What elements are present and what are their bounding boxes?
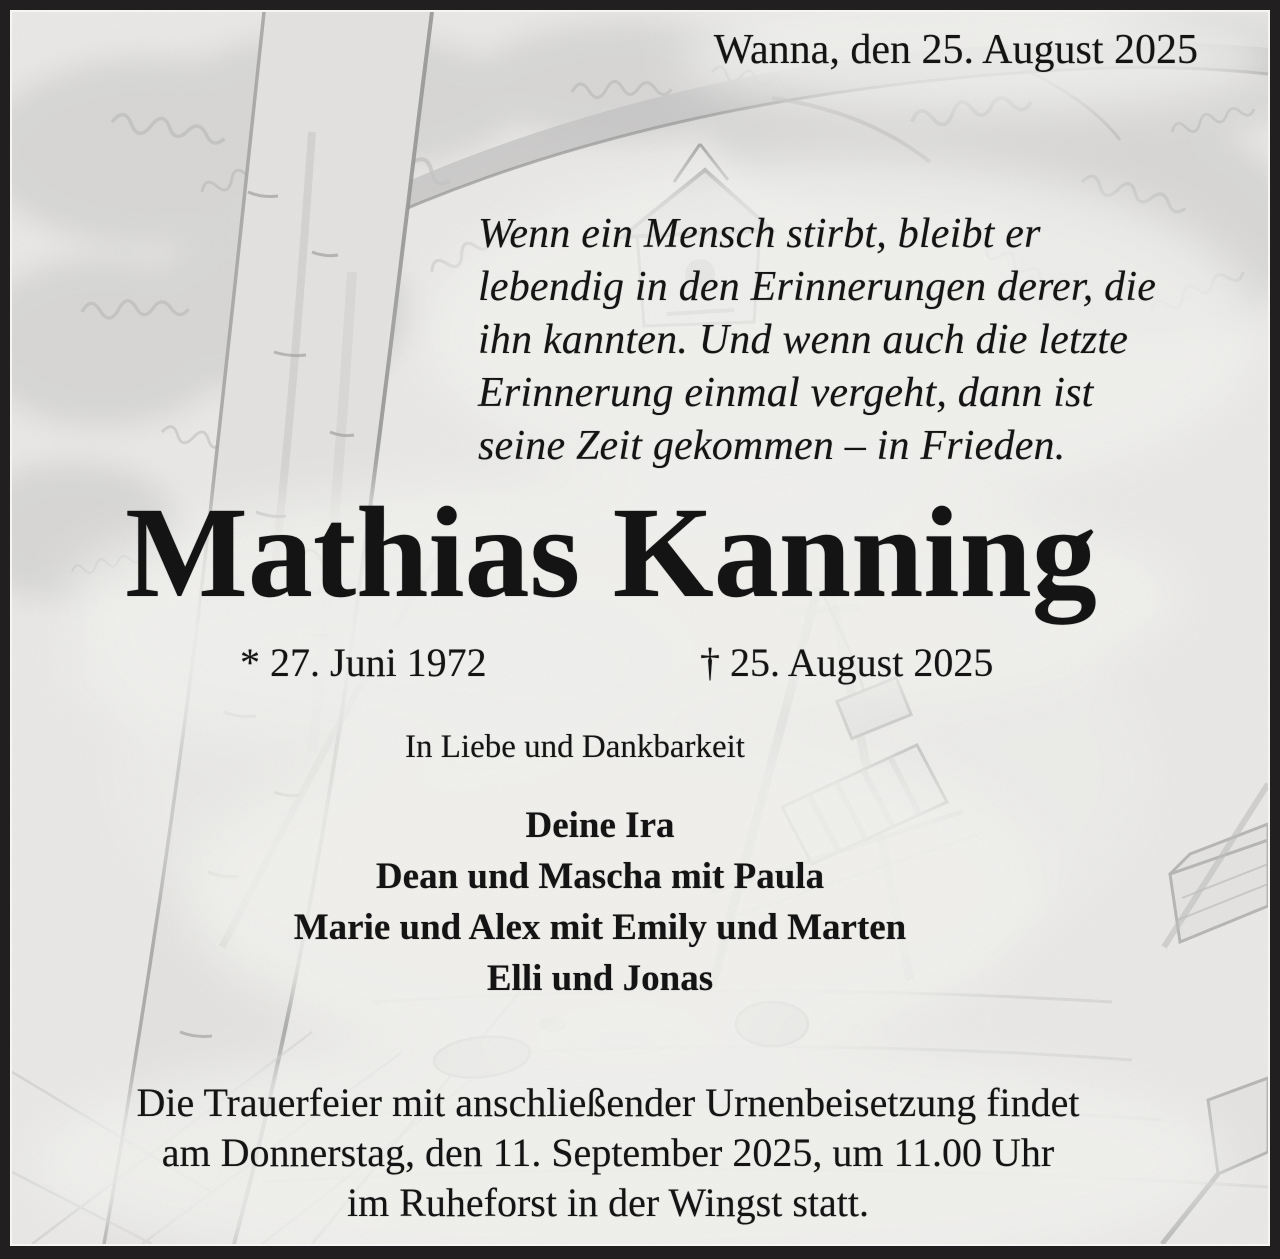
- poem-line: lebendig in den Erinnerungen derer, die: [478, 264, 1157, 310]
- closing-phrase: In Liebe und Dankbarkeit: [405, 729, 745, 765]
- memorial-poem: [478, 208, 1156, 473]
- funeral-line: Die Trauerfeier mit anschließender Urnenbeisetzung findet: [136, 1080, 1080, 1125]
- mourner-line: Marie und Alex mit Emily und Marten: [293, 907, 907, 948]
- poem-line: ihn kannten. Und wenn auch die letzte: [478, 317, 1129, 363]
- funeral-line: am Donnerstag, den 11. September 2025, um 11.00 Uhr: [161, 1130, 1055, 1175]
- death-date: † 25. August 2025: [700, 640, 994, 685]
- funeral-info: [12, 1078, 1204, 1228]
- poem-line: Wenn ein Mensch stirbt, bleibt er: [478, 211, 1041, 257]
- birth-date: * 27. Juni 1972: [240, 640, 487, 685]
- funeral-line: im Ruheforst in der Wingst statt.: [346, 1180, 870, 1225]
- mourner-line: Dean und Mascha mit Paula: [375, 856, 825, 897]
- poem-line: Erinnerung einmal vergeht, dann ist: [478, 370, 1094, 416]
- deceased-name: Mathias Kanning: [125, 481, 1097, 625]
- dateline: Wanna, den 25. August 2025: [713, 27, 1198, 73]
- obituary-card: [12, 12, 1268, 1244]
- poem-line: seine Zeit gekommen – in Frieden.: [478, 423, 1066, 469]
- mourner-line: Deine Ira: [525, 805, 675, 846]
- mourners-list: [12, 800, 1188, 1004]
- background-sketch-image: [12, 12, 1268, 1244]
- mourner-line: Elli und Jonas: [486, 958, 714, 999]
